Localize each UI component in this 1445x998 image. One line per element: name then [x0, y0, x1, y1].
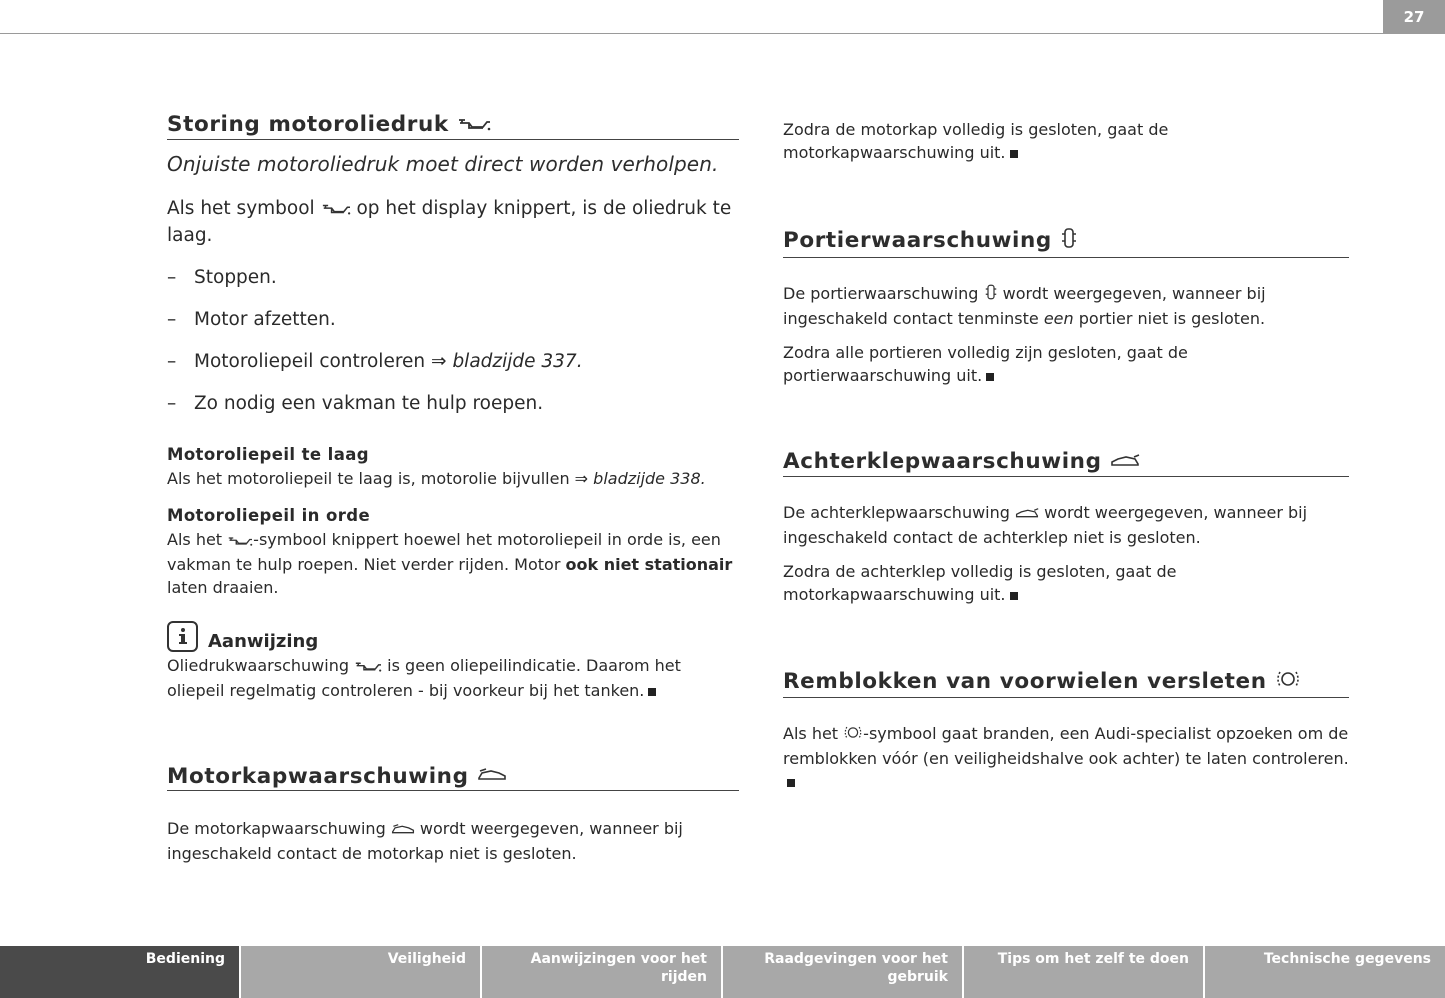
- hood-warning-title: Motorkapwaarschuwing: [167, 763, 469, 789]
- end-mark: [648, 688, 656, 696]
- right-column: [783, 118, 1349, 793]
- note-text: Oliedrukwaarschuwing is geen oliepeilindicatie. Daarom het oliepeil regelmatig controleren - bij voorkeur bij het tanken.: [167, 655, 681, 700]
- hood-warning-heading: [167, 764, 739, 792]
- end-mark: [1010, 150, 1018, 158]
- oil-steps: [167, 265, 739, 416]
- brake-pad-icon: [843, 724, 863, 747]
- nav-tab-aanwijzingen[interactable]: Aanwijzingen voor het rijden: [482, 946, 723, 998]
- end-mark: [1010, 592, 1018, 600]
- oil-intro: Als het symbool op het display knippert, is de oliedruk te laag.: [167, 197, 732, 246]
- section-nav: [0, 946, 1445, 998]
- list-item: – Motor afzetten.: [167, 307, 739, 332]
- trunk-warning-text-2: Zodra de achterklep volledig is gesloten, gaat de motorkapwaarschuwing uit.: [783, 561, 1177, 604]
- door-warning-text: De portierwaarschuwing wordt weergegeven, wanneer bij ingeschakeld contact tenminste een portier niet is gesloten.: [783, 284, 1266, 328]
- end-mark: [986, 373, 994, 381]
- car-door-icon: [1060, 226, 1078, 256]
- oil-can-icon: [354, 656, 382, 679]
- note-header: [167, 621, 739, 652]
- page-number: 27: [1383, 0, 1445, 34]
- oil-pressure-subtitle: Onjuiste motoroliedruk moet direct worden verholpen.: [167, 151, 719, 176]
- car-trunk-icon: [1015, 503, 1039, 526]
- list-item: – Motoroliepeil controleren ⇒ bladzijde 337.: [167, 349, 739, 374]
- nav-tab-bediening[interactable]: Bediening: [0, 946, 241, 998]
- list-item: – Zo nodig een vakman te hulp roepen.: [167, 391, 739, 416]
- brake-pad-icon: [1275, 668, 1301, 696]
- oil-pressure-heading: [167, 112, 739, 140]
- info-icon: [167, 621, 198, 652]
- left-column: [167, 112, 739, 865]
- oil-low-heading: Motoroliepeil te laag: [167, 444, 369, 464]
- header-rule: [0, 33, 1383, 34]
- nav-tab-technische-gegevens[interactable]: Technische gegevens: [1205, 946, 1445, 998]
- door-warning-heading: [783, 226, 1349, 258]
- brake-pad-heading: [783, 668, 1349, 698]
- oil-pressure-title: Storing motoroliedruk: [167, 112, 449, 137]
- oil-can-icon: [321, 198, 351, 223]
- arrow-icon: ⇒: [574, 468, 589, 488]
- car-door-icon: [984, 283, 998, 307]
- oil-can-icon: [457, 113, 491, 138]
- nav-tab-raadgevingen[interactable]: Raadgevingen voor het gebruik: [723, 946, 964, 998]
- oil-can-icon: [227, 530, 253, 553]
- nav-tab-tips[interactable]: Tips om het zelf te doen: [964, 946, 1205, 998]
- page-reference-link[interactable]: bladzijde 337.: [452, 350, 583, 372]
- oil-ok-text: Als het -symbool knippert hoewel het motoroliepeil in orde is, een vakman te hulp roepen. Niet verder rijden. Motor ook niet stationair laten draaien.: [167, 529, 733, 597]
- door-warning-text-2: Zodra alle portieren volledig zijn gesloten, gaat de portierwaarschuwing uit.: [783, 343, 1188, 385]
- door-warning-title: Portierwaarschuwing: [783, 228, 1052, 253]
- brake-pad-title: Remblokken van voorwielen versleten: [783, 668, 1267, 694]
- end-mark: [787, 779, 795, 787]
- car-hood-icon: [391, 819, 415, 842]
- brake-pad-text: Als het -symbool gaat branden, een Audi-specialist opzoeken om de remblokken vóór (en veiligheidshalve ook achter) te laten controleren.: [783, 722, 1349, 793]
- oil-low-text: Als het motoroliepeil te laag is, motorolie bijvullen ⇒ bladzijde 338.: [167, 468, 706, 488]
- list-item: – Stoppen.: [167, 265, 739, 290]
- trunk-warning-title: Achterklepwaarschuwing: [783, 449, 1102, 474]
- car-trunk-icon: [1110, 450, 1140, 475]
- car-hood-icon: [477, 764, 507, 789]
- trunk-warning-heading: [783, 449, 1349, 477]
- note-title: Aanwijzing: [208, 630, 319, 652]
- page-reference-link[interactable]: bladzijde 338.: [593, 468, 706, 488]
- oil-ok-heading: Motoroliepeil in orde: [167, 505, 371, 525]
- trunk-warning-text: De achterklepwaarschuwing wordt weergegeven, wanneer bij ingeschakeld contact de achterklep niet is gesloten.: [783, 502, 1308, 547]
- nav-tab-veiligheid[interactable]: Veiligheid: [241, 946, 482, 998]
- arrow-icon: ⇒: [431, 350, 447, 372]
- hood-continued-text: Zodra de motorkap volledig is gesloten, gaat de motorkapwaarschuwing uit.: [783, 120, 1169, 162]
- hood-warning-text: De motorkapwaarschuwing wordt weergegeven, wanneer bij ingeschakeld contact de motorkap niet is gesloten.: [167, 819, 683, 863]
